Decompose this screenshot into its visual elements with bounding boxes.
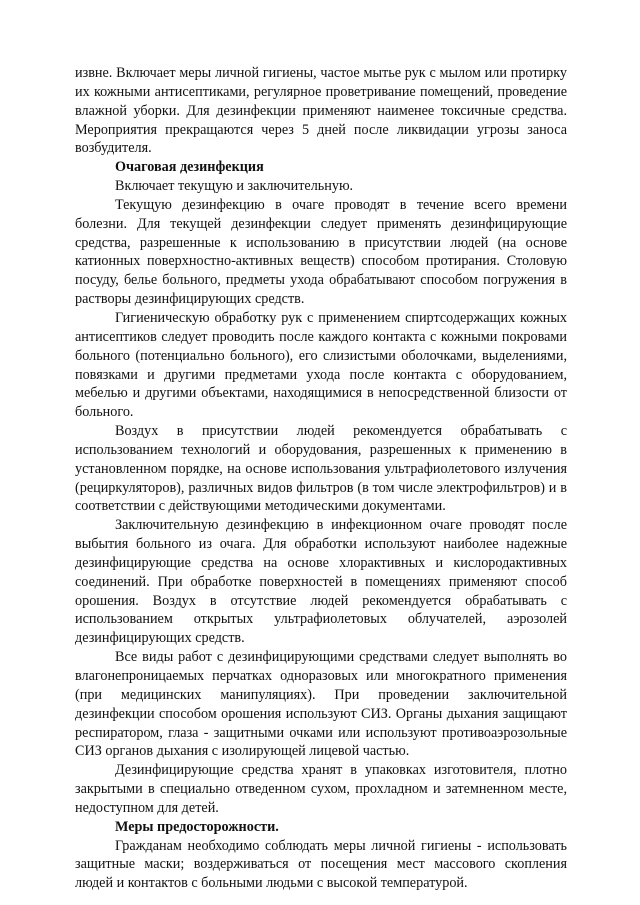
paragraph-storage: Дезинфицирующие средства хранят в упаковках изготовителя, плотно закрытыми в специально отведенном сухом, прохладном и затемненном месте, недоступном для детей.: [75, 762, 567, 816]
document-page: [75, 64, 567, 893]
paragraph-air-treatment: Воздух в присутствии людей рекомендуется обрабатывать с использованием технологий и оборудования, разрешенных к применению в установленном порядке, на основе использования ультрафиолетового излучения (рециркуляторов), различных видов фильтров (в том числе электрофильтров) и в соответствии с действующими методическими документами.: [75, 423, 567, 515]
paragraph-precautions: Гражданам необходимо соблюдать меры личной гигиены - использовать защитные маски; воздерживаться от посещения мест массового скопления людей и контактов с больными людьми с высокой температурой.: [75, 837, 567, 892]
paragraph-final-disinfection: Заключительную дезинфекцию в инфекционном очаге проводят после выбытия больного из очага. Для обработки используют наиболее надежные дезинфицирующие средства на основе хлорактивных и кислородактивных соединений. При обработке поверхностей в помещениях применяют способ орошения. Воздух в отсутствие людей рекомендуется обрабатывать с использованием открытых ультрафиолетовых облучателей, аэрозолей дезинфицирующих средств.: [75, 517, 567, 647]
paragraph-continuation: извне. Включает меры личной гигиены, частое мытье рук с мылом или протирку их кожными антисептиками, регулярное проветривание помещений, проведение влажной уборки. Для дезинфекции применяют наименее токсичные средства. Мероприятия прекращаются через 5 дней после ликвидации угрозы заноса возбудителя.: [75, 65, 567, 157]
paragraph-types: Включает текущую и заключительную.: [115, 178, 354, 195]
paragraph-protective-equipment: Все виды работ с дезинфицирующими средствами следует выполнять во влагонепроницаемых перчатках одноразовых или многократного применения (при медицинских манипуляциях). При проведении заключительной дезинфекции способом орошения используют СИЗ. Органы дыхания защищают респиратором, глаза - защитными очками или используют противоаэрозольные СИЗ органов дыхания с изолирующей лицевой частью.: [75, 649, 567, 760]
section-heading-focal-disinfection: Очаговая дезинфекция: [115, 159, 264, 176]
paragraph-current-disinfection: Текущую дезинфекцию в очаге проводят в течение всего времени болезни. Для текущей дезинфекции следует применять дезинфицирующие средства, разрешенные к использованию в присутствии людей (на основе катионных поверхностно-активных веществ) способом протирания. Столовую посуду, белье больного, предметы ухода обрабатывают способом погружения в растворы дезинфицирующих средств.: [75, 196, 567, 308]
paragraph-hand-hygiene: Гигиеническую обработку рук с применением спиртсодержащих кожных антисептиков следует проводить после каждого контакта с кожными покровами больного (потенциально больного), его слизистыми оболочками, выделениями, повязками и другими предметами ухода после контакта с оборудованием, мебелью и другими объектами, находящимися в непосредственной близости от больного.: [75, 309, 567, 421]
section-heading-precautions: Меры предосторожности.: [115, 818, 279, 835]
